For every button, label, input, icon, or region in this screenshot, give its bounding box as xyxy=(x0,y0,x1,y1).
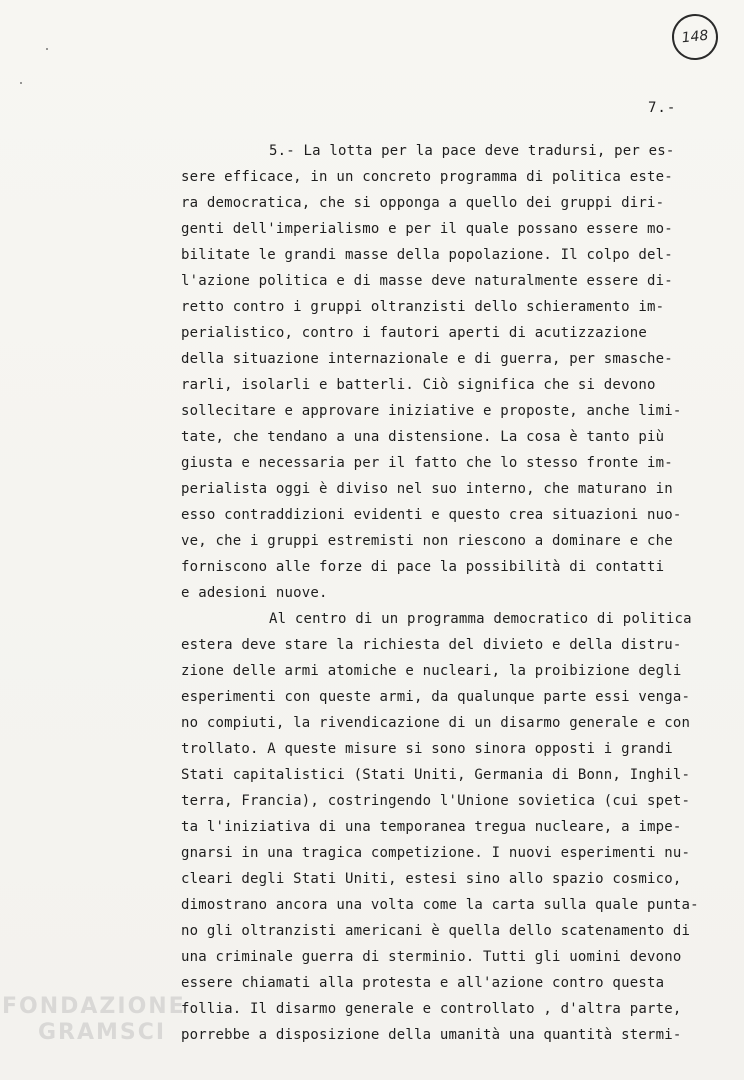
text-line: gnarsi in una tragica competizione. I nuovi esperimenti nu- xyxy=(181,845,691,861)
paper-speck xyxy=(46,48,48,50)
text-line: l'azione politica e di masse deve naturalmente essere di- xyxy=(181,273,673,289)
text-line: ra democratica, che si opponga a quello dei gruppi diri- xyxy=(181,195,665,211)
text-line: dimostrano ancora una volta come la carta sulla quale punta- xyxy=(181,897,699,913)
text-line: sollecitare e approvare iniziative e proposte, anche limi- xyxy=(181,403,682,419)
text-line: genti dell'imperialismo e per il quale possano essere mo- xyxy=(181,221,673,237)
text-line: Stati capitalistici (Stati Uniti, Germania di Bonn, Inghil- xyxy=(181,767,691,783)
text-line: trollato. A queste misure si sono sinora opposti i grandi xyxy=(181,741,673,757)
text-line: esso contraddizioni evidenti e questo crea situazioni nuo- xyxy=(181,507,682,523)
text-line: e adesioni nuove. xyxy=(181,585,328,601)
text-line: una criminale guerra di sterminio. Tutti gli uomini devono xyxy=(181,949,682,965)
text-line: porrebbe a disposizione della umanità una quantità stermi- xyxy=(181,1027,682,1043)
paper-speck xyxy=(20,82,22,84)
archive-watermark xyxy=(2,996,186,1044)
document-body xyxy=(181,138,711,1048)
text-line: bilitate le grandi masse della popolazione. Il colpo del- xyxy=(181,247,673,263)
text-line: ta l'iniziativa di una temporanea tregua nucleare, a impe- xyxy=(181,819,682,835)
text-line: perialistico, contro i fautori aperti di acutizzazione xyxy=(181,325,647,341)
page-number: 7.- xyxy=(648,100,677,116)
text-line: perialista oggi è diviso nel suo interno, che maturano in xyxy=(181,481,673,497)
text-line: 5.- La lotta per la pace deve tradursi, per es- xyxy=(269,143,675,159)
text-line: rarli, isolarli e batterli. Ciò significa che si devono xyxy=(181,377,656,393)
text-line: della situazione internazionale e di guerra, per smasche- xyxy=(181,351,673,367)
text-line: zione delle armi atomiche e nucleari, la proibizione degli xyxy=(181,663,682,679)
text-line: essere chiamati alla protesta e all'azione contro questa xyxy=(181,975,665,991)
text-line: no gli oltranzisti americani è quella dello scatenamento di xyxy=(181,923,691,939)
text-line: Al centro di un programma democratico di politica xyxy=(269,611,692,627)
text-line: tate, che tendano a una distensione. La cosa è tanto più xyxy=(181,429,665,445)
watermark-line-1: FONDAZIONE xyxy=(2,994,186,1019)
text-line: no compiuti, la rivendicazione di un disarmo generale e con xyxy=(181,715,691,731)
text-line: follia. Il disarmo generale e controllato , d'altra parte, xyxy=(181,1001,682,1017)
text-line: giusta e necessaria per il fatto che lo stesso fronte im- xyxy=(181,455,673,471)
text-line: sere efficace, in un concreto programma di politica este- xyxy=(181,169,673,185)
archive-stamp-number: 148 xyxy=(670,12,721,63)
text-line: retto contro i gruppi oltranzisti dello schieramento im- xyxy=(181,299,665,315)
text-line: terra, Francia), costringendo l'Unione sovietica (cui spet- xyxy=(181,793,691,809)
text-line: forniscono alle forze di pace la possibilità di contatti xyxy=(181,559,665,575)
text-line: estera deve stare la richiesta del divieto e della distru- xyxy=(181,637,682,653)
text-line: cleari degli Stati Uniti, estesi sino allo spazio cosmico, xyxy=(181,871,682,887)
text-line: esperimenti con queste armi, da qualunque parte essi venga- xyxy=(181,689,691,705)
watermark-line-2: GRAMSCI xyxy=(38,1020,167,1045)
text-line: ve, che i gruppi estremisti non riescono a dominare e che xyxy=(181,533,673,549)
